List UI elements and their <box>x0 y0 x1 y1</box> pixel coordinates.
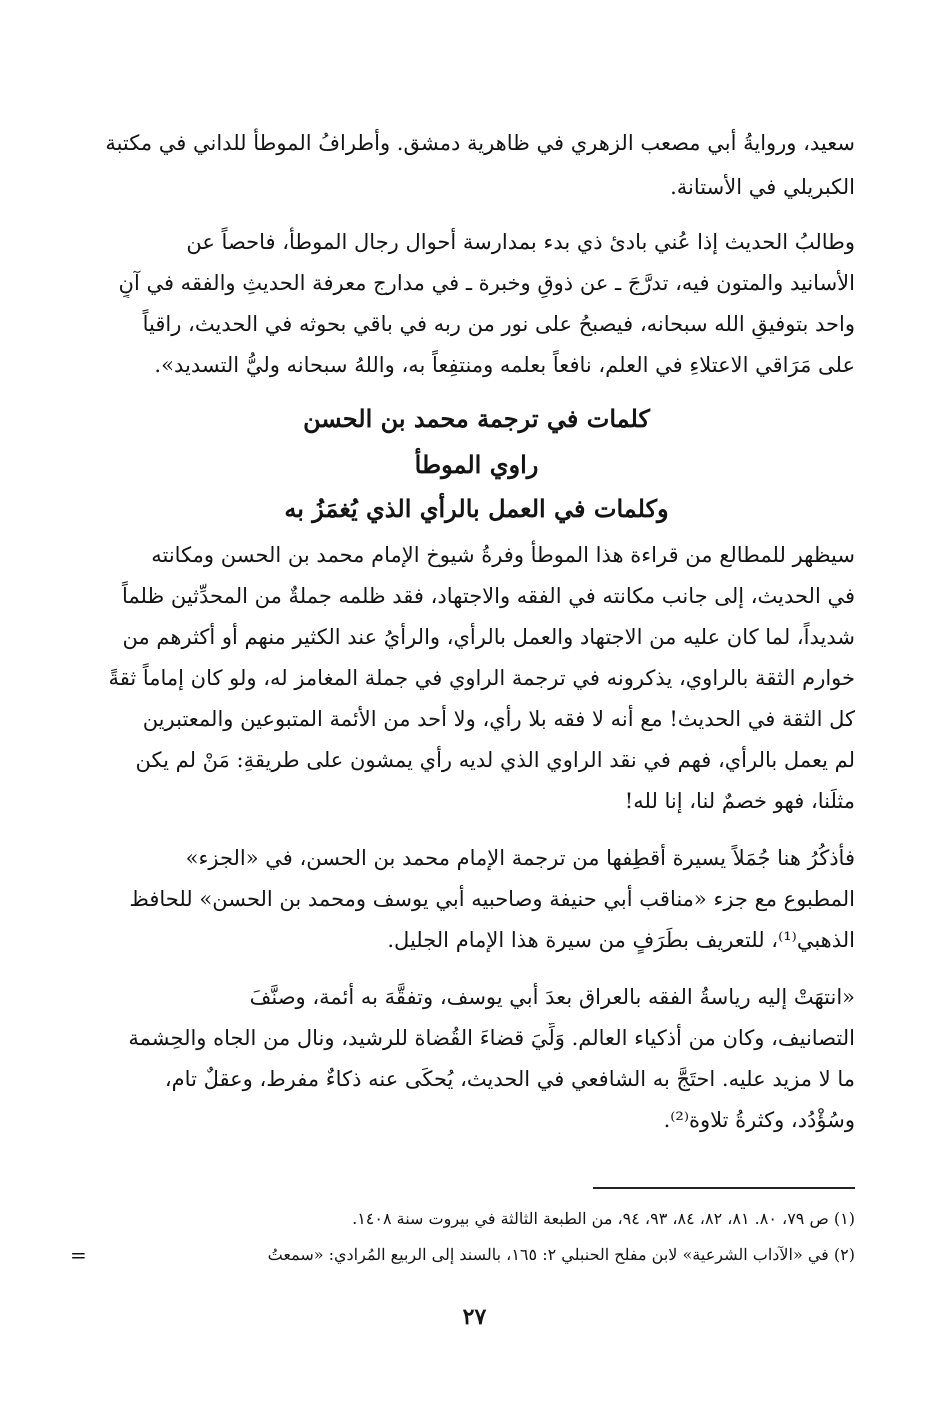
text-line: في الحديث، إلى جانب مكانته في الفقه والاجتهاد، فقد ظلمه جملةٌ من المحدِّثين ظلماً <box>121 584 855 608</box>
text-line: خوارم الثقة بالراوي، يذكرونه في ترجمة الراوي في جملة المغامز له، ولو كان إماماً ثقةً <box>108 666 855 690</box>
quote-line: ما لا مزيد عليه. احتَجَّ به الشافعي في الحديث، يُحكَى عنه ذكاءٌ مفرط، وعقلٌ تام، <box>164 1067 855 1091</box>
page-number: ٢٧ <box>462 1304 487 1330</box>
section-subheading: وكلمات في العمل بالرأي الذي يُغمَزُ به <box>284 494 669 523</box>
footnote-divider <box>593 1187 855 1189</box>
quote-line: وسُؤْدُد، وكثرةُ تلاوة⁽²⁾. <box>663 1108 855 1132</box>
text-line: الأسانيد والمتون فيه، تدرَّجَ ـ عن ذوقٍ وخبرة ـ في مدارج معرفة الحديثِ والفقه في آنٍ <box>118 271 855 295</box>
text-line: المطبوع مع جزء «مناقب أبي حنيفة وصاحبيه أبي يوسف ومحمد بن الحسن» للحافظ <box>129 887 855 911</box>
quote-line: التصانيف، وكان من أذكياء العالم. وَلِّيَ قضاءَ القُضاة للرشيد، ونال من الجاه والحِشمة <box>128 1026 855 1050</box>
section-heading: كلمات في ترجمة محمد بن الحسن <box>303 404 650 433</box>
text-line: مثلَنا، فهو خصمٌ لنا، إنا لله! <box>624 789 855 813</box>
text-line: واحد بتوفيقِ الله سبحانه، فيصبحُ على نور من ربه في باقي بحوثه في الحديث، راقياً <box>142 312 855 336</box>
text-line: لم يعمل بالرأي، فهم في نقد الراوي الذي لديه رأي يمشون على طريقةِ: مَنْ لم يكن <box>135 748 855 772</box>
text-line: سعيد، وروايةُ أبي مصعب الزهري في ظاهرية دمشق. وأطرافُ الموطأ للداني في مكتبة <box>105 131 855 155</box>
text-line: شديداً، لما كان عليه من الاجتهاد والعمل بالرأي، والرأيُ عند الكثير منهم أو أكثرهم من <box>122 625 855 649</box>
continuation-mark: = <box>70 1243 87 1267</box>
text-line: كل الثقة في الحديث! مع أنه لا فقه بلا رأي، ولا أحد من الأئمة المتبوعين والمعتبرين <box>142 707 855 731</box>
text-line: سيظهر للمطالع من قراءة هذا الموطأ وفرةُ شيوخ الإمام محمد بن الحسن ومكانته <box>151 543 855 567</box>
text-line: الكبريلي في الأستانة. <box>670 175 855 199</box>
text-line: فأذكُرُ هنا جُمَلاً يسيرة أقطِفها من ترجمة الإمام محمد بن الحسن، في «الجزء» <box>185 846 855 870</box>
section-subheading: راوي الموطأ <box>414 450 539 479</box>
text-line: على مَرَاقي الاعتلاءِ في العلم، نافعاً بعلمه ومنتفِعاً به، واللهُ سبحانه وليُّ التسديد». <box>154 353 855 377</box>
text-line: وطالبُ الحديث إذا عُني بادئ ذي بدء بمدارسة أحوال رجال الموطأ، فاحصاً عن <box>186 230 855 254</box>
text-line: الذهبي⁽¹⁾، للتعريف بطَرَفٍ من سيرة هذا الإمام الجليل. <box>387 928 855 952</box>
footnote: (٢) في «الآداب الشرعية» لابن مفلح الحنبلي ٢: ١٦٥، بالسند إلى الربيع المُرادي: «سمعتُ <box>267 1245 855 1264</box>
quote-line: «انتهَتْ إليه رياسةُ الفقه بالعراق بعدَ أبي يوسف، وتفقَّهَ به أئمة، وصنَّفَ <box>249 985 855 1009</box>
footnote: (١) ص ٧٩، ٨٠. ٨١، ٨٢، ٨٤، ٩٣، ٩٤، من الطبعة الثالثة في بيروت سنة ١٤٠٨. <box>352 1209 855 1228</box>
